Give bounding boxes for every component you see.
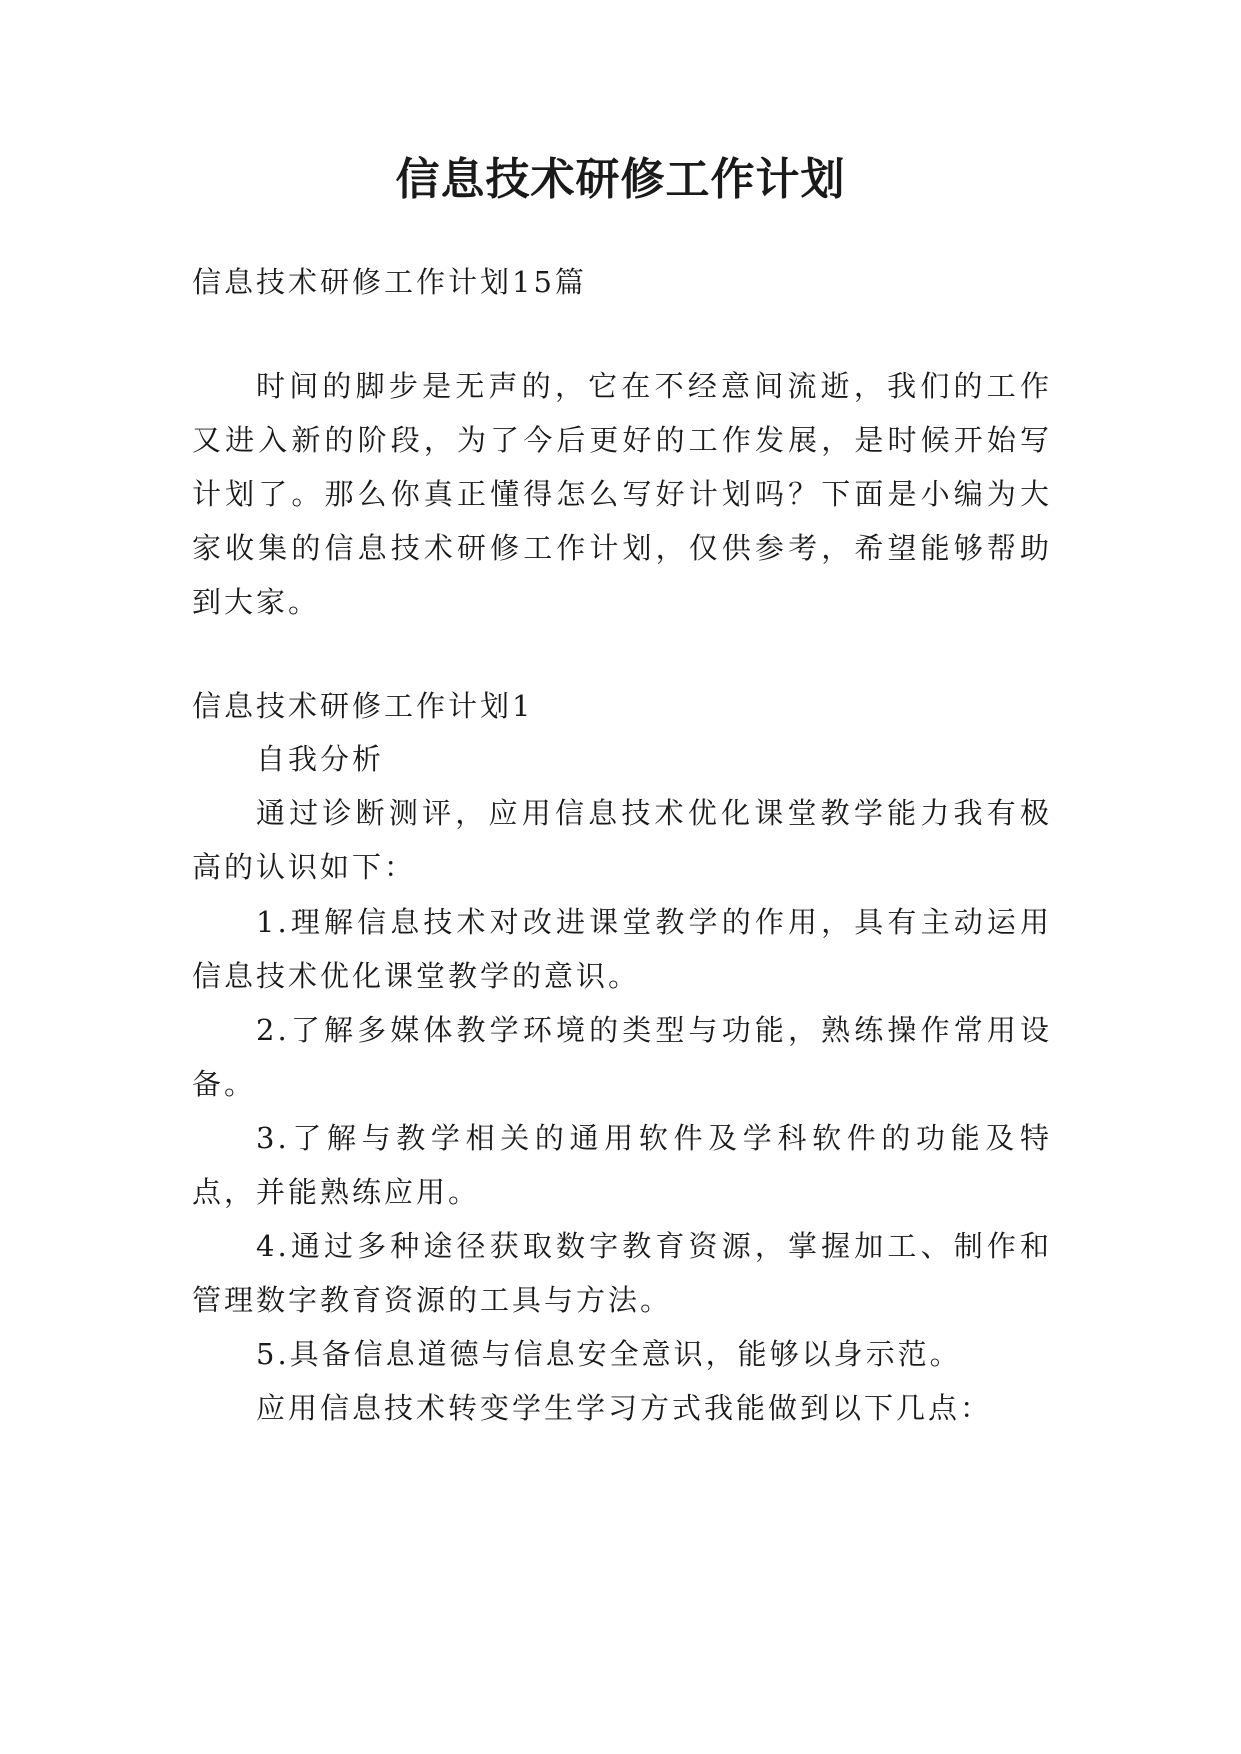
- diagnosis-line-2: 高的认识如下：: [192, 850, 417, 884]
- document-title: 信息技术研修工作计划: [395, 154, 846, 205]
- intro-line-2: 又进入新的阶段，为了今后更好的工作发展，是时候开始写: [192, 423, 1052, 457]
- closing-paragraph: 应用信息技术转变学生学习方式我能做到以下几点：: [256, 1391, 993, 1425]
- list-item-4-line-2: 管理数字教育资源的工具与方法。: [192, 1283, 673, 1317]
- list-item-1-line-1: 1.理解信息技术对改进课堂教学的作用，具有主动运用: [256, 905, 1052, 939]
- intro-line-5: 到大家。: [192, 585, 321, 619]
- list-item-2-line-2: 备。: [192, 1067, 257, 1101]
- list-item-4-line-1: 4.通过多种途径获取数字教育资源，掌握加工、制作和: [256, 1229, 1052, 1263]
- list-item-5: 5.具备信息道德与信息安全意识，能够以身示范。: [256, 1337, 962, 1371]
- section-heading-1: 信息技术研修工作计划1: [192, 689, 534, 723]
- list-item-3-line-2: 点，并能熟练应用。: [192, 1175, 481, 1209]
- diagnosis-line-1: 通过诊断测评，应用信息技术优化课堂教学能力我有极: [256, 796, 1052, 830]
- intro-line-4: 家收集的信息技术研修工作计划，仅供参考，希望能够帮助: [192, 531, 1052, 565]
- list-item-3-line-1: 3.了解与教学相关的通用软件及学科软件的功能及特: [256, 1121, 1052, 1155]
- document-subtitle: 信息技术研修工作计划15篇: [192, 265, 587, 299]
- self-analysis-heading: 自我分析: [256, 742, 385, 776]
- intro-line-3: 计划了。那么你真正懂得怎么写好计划吗？下面是小编为大: [192, 477, 1052, 511]
- intro-line-1: 时间的脚步是无声的，它在不经意间流逝，我们的工作: [256, 369, 1052, 403]
- list-item-2-line-1: 2.了解多媒体教学环境的类型与功能，熟练操作常用设: [256, 1013, 1052, 1047]
- list-item-1-line-2: 信息技术优化课堂教学的意识。: [192, 959, 641, 993]
